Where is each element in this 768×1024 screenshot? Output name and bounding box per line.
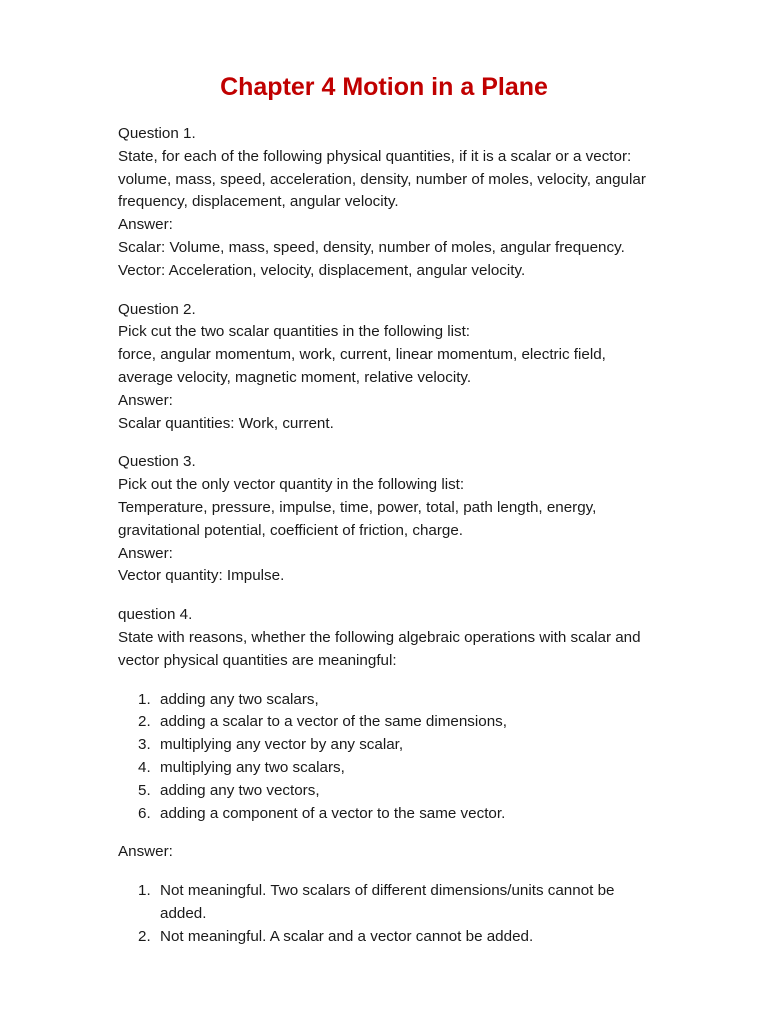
- question-1-answer-line: Scalar: Volume, mass, speed, density, number of moles, angular frequency.: [118, 238, 625, 256]
- question-4-text: State with reasons, whether the following algebraic operations with scalar and vector physical quantities are meaningful:: [118, 628, 641, 669]
- question-1-answer-line: Vector: Acceleration, velocity, displacement, angular velocity.: [118, 261, 526, 279]
- page-title: Chapter 4 Motion in a Plane: [220, 73, 548, 101]
- document-content: [118, 123, 650, 949]
- question-4-label: question 4.: [118, 606, 193, 624]
- question-2-block: [118, 299, 650, 436]
- question-2-label: Question 2.: [118, 300, 196, 318]
- list-item: 1. Not meaningful. Two scalars of different dimensions/units cannot be added.: [138, 882, 615, 922]
- question-1-text: State, for each of the following physical quantities, if it is a scalar or a vector: volume, mass, speed, acceleration, density, number of moles, velocity, angular frequency, displacement, angular velocity.: [118, 147, 646, 211]
- question-4-answer-label: Answer:: [118, 843, 173, 861]
- list-item: 2. Not meaningful. A scalar and a vector cannot be added.: [138, 927, 534, 945]
- list-item: 1. adding any two scalars,: [138, 690, 319, 708]
- question-2-answer-label: Answer:: [118, 391, 173, 409]
- question-2-text-line: force, angular momentum, work, current, linear momentum, electric field, average velocity, magnetic moment, relative velocity.: [118, 346, 606, 386]
- question-3-text-line: Pick out the only vector quantity in the following list:: [118, 476, 465, 494]
- question-1-block: [118, 123, 650, 283]
- question-4-block: [118, 604, 650, 948]
- question-3-label: Question 3.: [118, 453, 196, 471]
- question-2-text-line: Pick cut the two scalar quantities in the following list:: [118, 323, 471, 341]
- question-3-block: [118, 451, 650, 588]
- question-2-answer-line: Scalar quantities: Work, current.: [118, 414, 334, 432]
- question-1-label: Question 1.: [118, 125, 196, 142]
- question-4-answer-list: [118, 880, 650, 948]
- list-item: 4. multiplying any two scalars,: [138, 758, 345, 776]
- question-3-answer-label: Answer:: [118, 544, 173, 562]
- question-4-operations-list: [118, 689, 650, 826]
- question-3-text-line: Temperature, pressure, impulse, time, power, total, path length, energy, gravitational potential, coefficient of friction, charge.: [118, 498, 597, 539]
- list-item: 6. adding a component of a vector to the same vector.: [138, 804, 506, 822]
- list-item: 2. adding a scalar to a vector of the same dimensions,: [138, 713, 507, 731]
- list-item: 5. adding any two vectors,: [138, 781, 320, 799]
- question-1-answer-label: Answer:: [118, 216, 173, 234]
- list-item: 3. multiplying any vector by any scalar,: [138, 736, 404, 754]
- question-3-answer-line: Vector quantity: Impulse.: [118, 567, 285, 585]
